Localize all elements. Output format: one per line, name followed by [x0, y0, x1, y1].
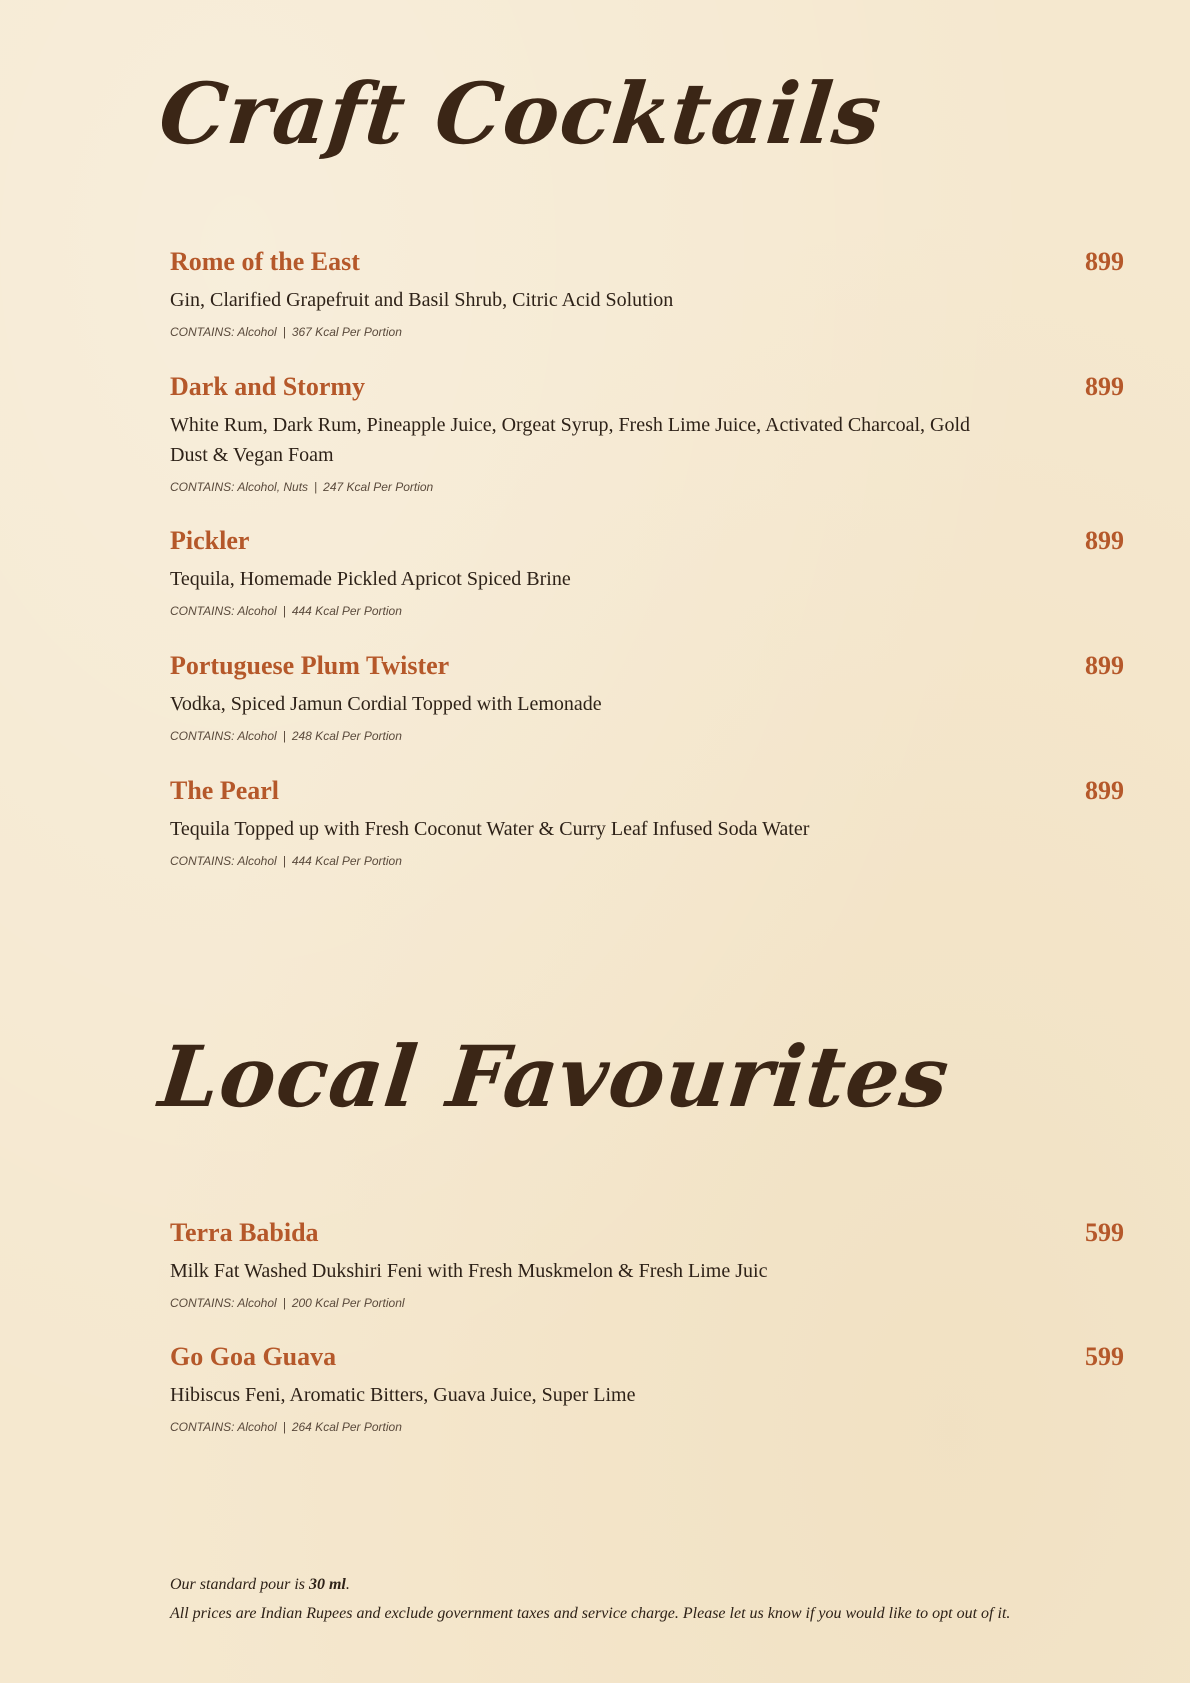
- item-meta: [170, 729, 1124, 743]
- meta-separator: |: [282, 604, 286, 618]
- section-title-craft-cocktails: Craft Cocktails: [154, 64, 887, 163]
- pricing-note: All prices are Indian Rupees and exclude government taxes and service charge. Please let us know if you would like to opt out of it.: [170, 1605, 1011, 1622]
- item-name: Terra Babida: [170, 1218, 319, 1247]
- item-price: 899: [1085, 247, 1124, 276]
- pour-prefix: Our standard pour is: [170, 1576, 309, 1593]
- item-price: 899: [1085, 526, 1124, 555]
- footer-note: [170, 1570, 1010, 1628]
- meta-separator: |: [282, 325, 286, 339]
- item-name: The Pearl: [170, 776, 280, 805]
- item-meta: [170, 480, 1124, 494]
- item-contains: CONTAINS: Alcohol: [170, 1420, 277, 1434]
- item-price: 899: [1085, 776, 1124, 805]
- item-kcal: 247 Kcal Per Portion: [323, 480, 434, 494]
- item-price: 599: [1085, 1342, 1124, 1371]
- meta-separator: |: [282, 729, 286, 743]
- item-kcal: 200 Kcal Per Portionl: [291, 1296, 405, 1310]
- item-contains: CONTAINS: Alcohol: [170, 604, 277, 618]
- item-kcal: 444 Kcal Per Portion: [291, 854, 402, 868]
- item-description: White Rum, Dark Rum, Pineapple Juice, Orgeat Syrup, Fresh Lime Juice, Activated Charcoal, Gold Dust & Vegan Foam: [170, 414, 971, 466]
- item-description: Tequila Topped up with Fresh Coconut Water & Curry Leaf Infused Soda Water: [170, 818, 810, 840]
- item-description: Hibiscus Feni, Aromatic Bitters, Guava Juice, Super Lime: [170, 1384, 636, 1406]
- item-price: 899: [1085, 372, 1124, 401]
- item-description: Tequila, Homemade Pickled Apricot Spiced Brine: [170, 568, 571, 590]
- item-name: Portuguese Plum Twister: [170, 651, 450, 680]
- item-description: Vodka, Spiced Jamun Cordial Topped with Lemonade: [170, 693, 602, 715]
- item-name: Go Goa Guava: [170, 1342, 337, 1371]
- item-price: 599: [1085, 1218, 1124, 1247]
- meta-separator: |: [282, 1420, 286, 1434]
- menu-item: [170, 1218, 1124, 1310]
- item-contains: CONTAINS: Alcohol: [170, 1296, 277, 1310]
- item-description: Milk Fat Washed Dukshiri Feni with Fresh Muskmelon & Fresh Lime Juic: [170, 1260, 768, 1282]
- item-description: Gin, Clarified Grapefruit and Basil Shrub, Citric Acid Solution: [170, 289, 674, 311]
- meta-separator: |: [314, 480, 318, 494]
- item-contains: CONTAINS: Alcohol: [170, 325, 277, 339]
- menu-item: [170, 776, 1124, 868]
- menu-item: [170, 651, 1124, 743]
- item-meta: [170, 854, 1124, 868]
- item-contains: CONTAINS: Alcohol, Nuts: [170, 480, 309, 494]
- item-contains: CONTAINS: Alcohol: [170, 729, 277, 743]
- section-title-local-favourites: Local Favourites: [154, 1027, 955, 1126]
- item-kcal: 248 Kcal Per Portion: [291, 729, 402, 743]
- item-meta: [170, 325, 1124, 339]
- item-name: Pickler: [170, 526, 250, 555]
- item-name: Dark and Stormy: [170, 372, 366, 401]
- item-meta: [170, 1296, 1124, 1310]
- menu-item: [170, 526, 1124, 618]
- item-kcal: 367 Kcal Per Portion: [291, 325, 402, 339]
- item-meta: [170, 604, 1124, 618]
- item-contains: CONTAINS: Alcohol: [170, 854, 277, 868]
- item-price: 899: [1085, 651, 1124, 680]
- menu-item: [170, 372, 1124, 494]
- menu-item: [170, 247, 1124, 339]
- menu-item: [170, 1342, 1124, 1434]
- item-meta: [170, 1420, 1124, 1434]
- meta-separator: |: [282, 1296, 286, 1310]
- pour-suffix: .: [345, 1576, 350, 1593]
- item-name: Rome of the East: [170, 247, 360, 276]
- standard-pour: [170, 1570, 1010, 1599]
- meta-separator: |: [282, 854, 286, 868]
- pour-amount: 30 ml: [308, 1576, 346, 1593]
- item-kcal: 264 Kcal Per Portion: [291, 1420, 402, 1434]
- item-kcal: 444 Kcal Per Portion: [291, 604, 402, 618]
